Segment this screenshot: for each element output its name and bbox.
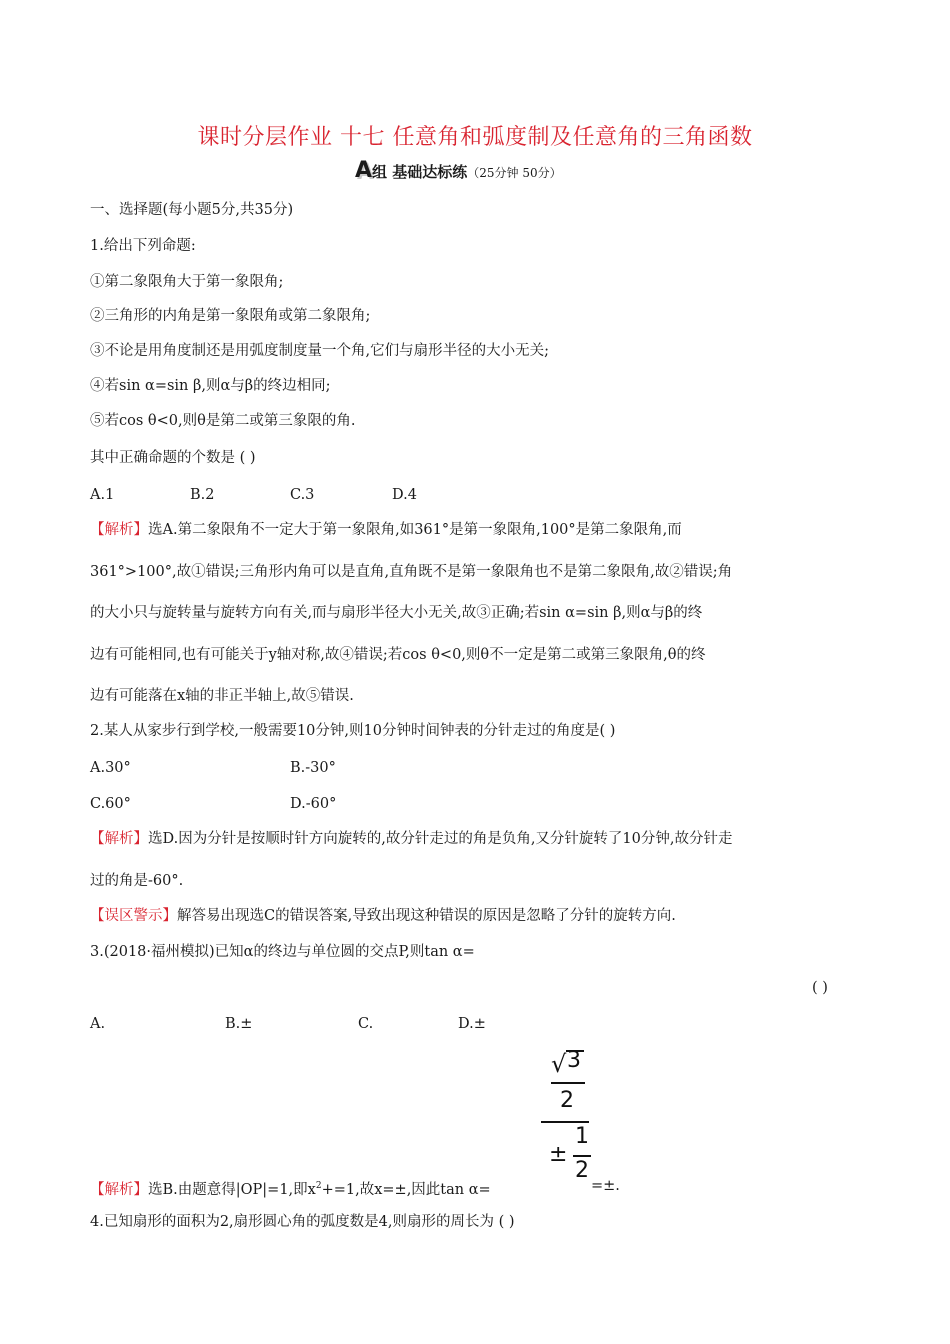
small-numerator: 1 [575,1124,589,1149]
q1-option-d: D.4 [392,487,417,503]
analysis-tag: 【解析】 [90,831,148,847]
q1-item: ④若sin α=sin β,则α与β的终边相同; [90,378,331,394]
sqrt-icon: √ [551,1050,567,1078]
q1-prompt: 其中正确命题的个数是 ( ) [90,450,256,466]
q1-option-a: A.1 [90,487,115,503]
q3-option-b: B.± [225,1016,253,1032]
analysis-tag: 【解析】 [90,1181,148,1198]
q2-option-d: D.-60° [290,796,337,812]
q1-stem: 1.给出下列命题: [90,238,196,254]
q4-stem: 4.已知扇形的面积为2,扇形圆心角的弧度数是4,则扇形的周长为 ( ) [90,1214,515,1230]
q2-warning [90,906,676,926]
warning-tag: 【误区警示】 [90,908,177,924]
q1-item: ①第二象限角大于第一象限角; [90,274,284,290]
inner-denominator: 2 [560,1088,574,1113]
superscript: 2 [315,1181,322,1191]
analysis-text: 边有可能落在x轴的非正半轴上,故⑤错误. [90,688,354,704]
q3-option-a: A. [90,1016,106,1032]
q1-item: ⑤若cos θ<0,则θ是第二或第三象限的角. [90,413,356,429]
plus-minus: ± [549,1142,568,1167]
analysis-text: =±. [591,1178,620,1194]
analysis-text: 选D.因为分针是按顺时针方向旋转的,故分针走过的角是负角,又分针旋转了10分钟,故分针走 [148,831,733,847]
analysis-text: 选A.第二象限角不一定大于第一象限角,如361°是第一象限角,100°是第二象限角,而 [148,522,682,538]
page-title: 课时分层作业 十七 任意角和弧度制及任意角的三角函数 [197,125,753,150]
analysis-text: 选B.由题意得|OP|=1,即x [148,1181,316,1198]
q1-item: ②三角形的内角是第一象限角或第二象限角; [90,308,371,324]
group-time: （25分钟 50分） [467,166,562,180]
q2-analysis [90,829,733,849]
q1-item: ③不论是用角度制还是用弧度制度量一个角,它们与扇形半径的大小无关; [90,343,549,359]
analysis-text: 361°>100°,故①错误;三角形内角可以是直角,直角既不是第一象限角也不是第二象限角,故②错误;角 [90,564,733,580]
q3-option-c: C. [358,1016,374,1032]
q2-stem: 2.某人从家步行到学校,一般需要10分钟,则10分钟时间钟表的分针走过的角度是( ) [90,723,616,739]
analysis-text: 边有可能相同,也有可能关于y轴对称,故④错误;若cos θ<0,则θ不一定是第二或第三象限角,θ的终 [90,647,706,663]
analysis-text: +=1,故x=±,因此tan α= [321,1181,491,1198]
q3-stem: 3.(2018·福州模拟)已知α的终边与单位圆的交点P,则tan α= [90,944,475,960]
q1-option-c: C.3 [290,487,315,503]
group-letter: A [355,158,373,183]
q2-option-c: C.60° [90,796,131,812]
q3-option-d: D.± [458,1016,486,1032]
group-badge [355,158,562,183]
analysis-tag: 【解析】 [90,522,148,538]
small-denominator: 2 [575,1158,589,1183]
q3-analysis [90,1176,491,1200]
q3-answer-paren: ( ) [812,980,828,996]
fraction-bar-main [541,1121,589,1123]
small-fraction-bar [573,1155,591,1157]
warning-text: 解答易出现选C的错误答案,导致出现这种错误的原因是忽略了分针的旋转方向. [177,908,676,924]
q1-analysis [90,520,682,540]
analysis-text: 过的角是-60°. [90,873,184,889]
sqrt-radicand: 3 [567,1048,581,1073]
section-heading: 一、选择题(每小题5分,共35分) [90,202,294,218]
q2-option-b: B.-30° [290,760,336,776]
group-label: 组 基础达标练 [372,163,468,181]
q1-option-b: B.2 [190,487,215,503]
fraction-bar-inner [551,1082,585,1084]
q2-option-a: A.30° [90,760,131,776]
analysis-text: 的大小只与旋转量与旋转方向有关,而与扇形半径大小无关,故③正确;若sin α=sin β,则α与β的终 [90,605,703,621]
